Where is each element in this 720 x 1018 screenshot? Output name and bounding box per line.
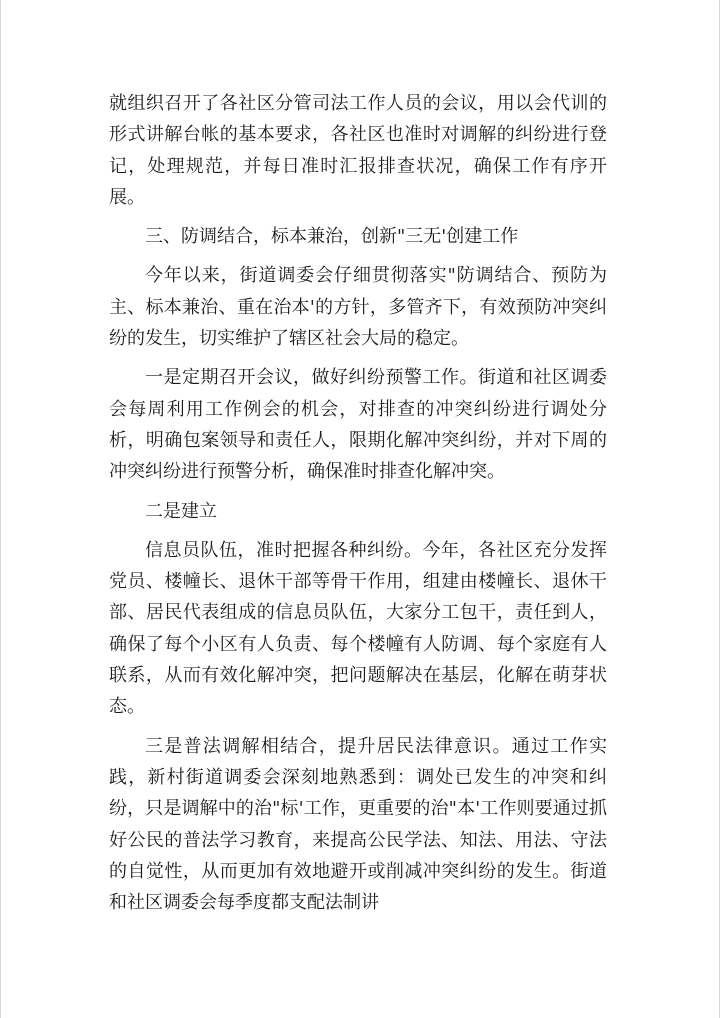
- paragraph-intro: 今年以来，街道调委会仔细贯彻落实"防调结合、预防为主、标本兼治、重在治本'的方针，多管齐下，有效预防冲突纠纷的发生，切实维护了辖区社会大局的稳定。: [109, 265, 607, 350]
- document-body: [109, 88, 607, 918]
- paragraph-first-point: 一是定期召开会议，做好纠纷预警工作。街道和社区调委会每周利用工作例会的机会，对排查的冲突纠纷进行调处分析，明确包案领导和责任人，限期化解冲突纠纷，并对下周的冲突纠纷进行预警分析，确保准时排查化解冲突。: [109, 367, 607, 483]
- paragraph-continuation: 就组织召开了各社区分管司法工作人员的会议，用以会代训的形式讲解台帐的基本要求，各社区也准时对调解的纠纷进行登记，处理规范，并每日准时汇报排查状况，确保工作有序开展。: [109, 93, 607, 208]
- paragraph-third-point: 三是普法调解相结合，提升居民法律意识。通过工作实践，新村街道调委会深刻地熟悉到：调处已发生的冲突和纠纷，只是调解中的治"标'工作，更重要的治"本'工作则要通过抓好公民的普法学习教育，来提高公民学法、知法、用法、守法的自觉性，从而更加有效地避开或削减冲突纠纷的发生。街道和社区调委会每季度都支配法制讲: [109, 735, 607, 914]
- paragraph-second-point-start: 二是建立: [145, 500, 217, 522]
- section-heading: 三、防调结合，标本兼治，创新"三无'创建工作: [145, 226, 519, 248]
- paragraph-second-point: 信息员队伍，准时把握各种纠纷。今年，各社区充分发挥党员、楼幢长、退休干部等骨干作用，组建由楼幢长、退休干部、居民代表组成的信息员队伍，大家分工包干，责任到人，确保了每个小区有人负责、每个楼幢有人防调、每个家庭有人联系，从而有效化解冲突，把问题解决在基层，化解在萌芽状态。: [109, 539, 607, 718]
